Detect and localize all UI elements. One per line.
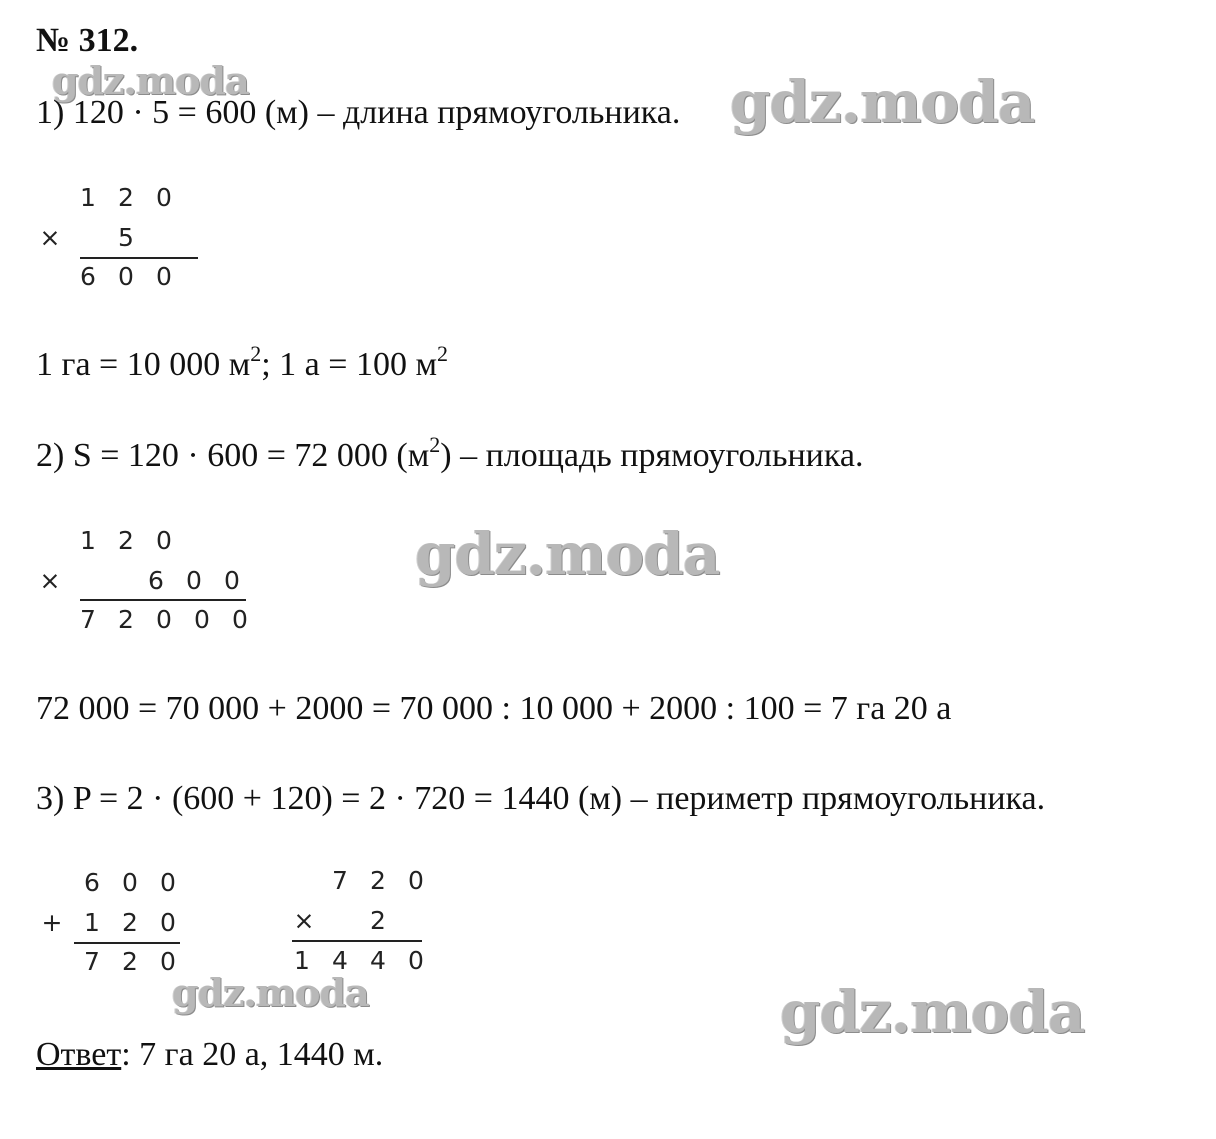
digit: 6 (80, 262, 96, 291)
step-1-text: 1) 120 · 5 = 600 (м) – длина прямоугольника. (36, 94, 681, 131)
digit: 0 (186, 566, 202, 595)
digit: 2 (122, 908, 138, 937)
watermark: gdz.moda (52, 58, 249, 103)
digit: 0 (408, 866, 424, 895)
digit: 4 (370, 946, 386, 975)
digit: 5 (118, 223, 134, 252)
digit: 6 (84, 868, 100, 897)
multiplication-720-by-2 (282, 866, 442, 986)
exponent: 2 (250, 341, 262, 366)
digit: 1 (84, 908, 100, 937)
digit: 0 (224, 566, 240, 595)
step-2-prefix: 2) S = 120 · 600 = 72 000 (м (36, 437, 430, 474)
step-2-suffix: ) – площадь прямоугольника. (440, 437, 864, 474)
digit: 0 (232, 605, 248, 634)
digit: 1 (80, 526, 96, 555)
digit: 1 (80, 183, 96, 212)
digit: 0 (160, 947, 176, 976)
digit: 2 (118, 183, 134, 212)
digit: 0 (156, 262, 172, 291)
operator-sign: + (41, 908, 63, 937)
digit: 6 (148, 566, 164, 595)
digit: 0 (122, 868, 138, 897)
answer-text: : 7 га 20 а, 1440 м. (121, 1036, 384, 1073)
digit: 2 (122, 947, 138, 976)
operator-sign: × (39, 566, 61, 595)
watermark: gdz.moda (780, 978, 1085, 1046)
digit: 0 (156, 605, 172, 634)
calc-rule (292, 940, 422, 942)
digit: 1 (294, 946, 310, 975)
calc-rule (80, 257, 198, 259)
addition-600-plus-120 (30, 868, 200, 988)
hectare-definition: 1 га = 10 000 м (36, 346, 251, 383)
digit: 4 (332, 946, 348, 975)
digit: 2 (370, 866, 386, 895)
calc-rule (80, 599, 246, 601)
watermark: gdz.moda (415, 520, 720, 588)
digit: 0 (156, 526, 172, 555)
are-definition: ; 1 а = 100 м (261, 346, 437, 383)
digit: 0 (160, 908, 176, 937)
multiplication-120-by-600 (30, 526, 260, 646)
exponent: 2 (429, 432, 441, 457)
operator-sign: × (39, 223, 61, 252)
digit: 2 (118, 605, 134, 634)
digit: 0 (160, 868, 176, 897)
area-conversion-text: 72 000 = 70 000 + 2000 = 70 000 : 10 000 + 2000 : 100 = 7 га 20 а (36, 690, 952, 727)
answer-label: Ответ (36, 1036, 122, 1073)
digit: 0 (156, 183, 172, 212)
answer-line (36, 1036, 383, 1074)
multiplication-120-by-5 (30, 183, 190, 303)
digit: 0 (118, 262, 134, 291)
units-conversion-line (36, 341, 448, 384)
operator-sign: × (293, 906, 315, 935)
task-number: № 312. (36, 22, 139, 59)
step-3-text: 3) P = 2 · (600 + 120) = 2 · 720 = 1440 (м) – периметр прямоугольника. (36, 780, 1046, 817)
exponent: 2 (436, 341, 448, 366)
step-2-text (36, 432, 864, 475)
digit: 7 (80, 605, 96, 634)
watermark: gdz.moda (172, 970, 369, 1015)
digit: 7 (332, 866, 348, 895)
digit: 0 (194, 605, 210, 634)
digit: 2 (370, 906, 386, 935)
calc-rule (74, 942, 180, 944)
digit: 2 (118, 526, 134, 555)
digit: 0 (408, 946, 424, 975)
digit: 7 (84, 947, 100, 976)
watermark: gdz.moda (730, 68, 1035, 136)
